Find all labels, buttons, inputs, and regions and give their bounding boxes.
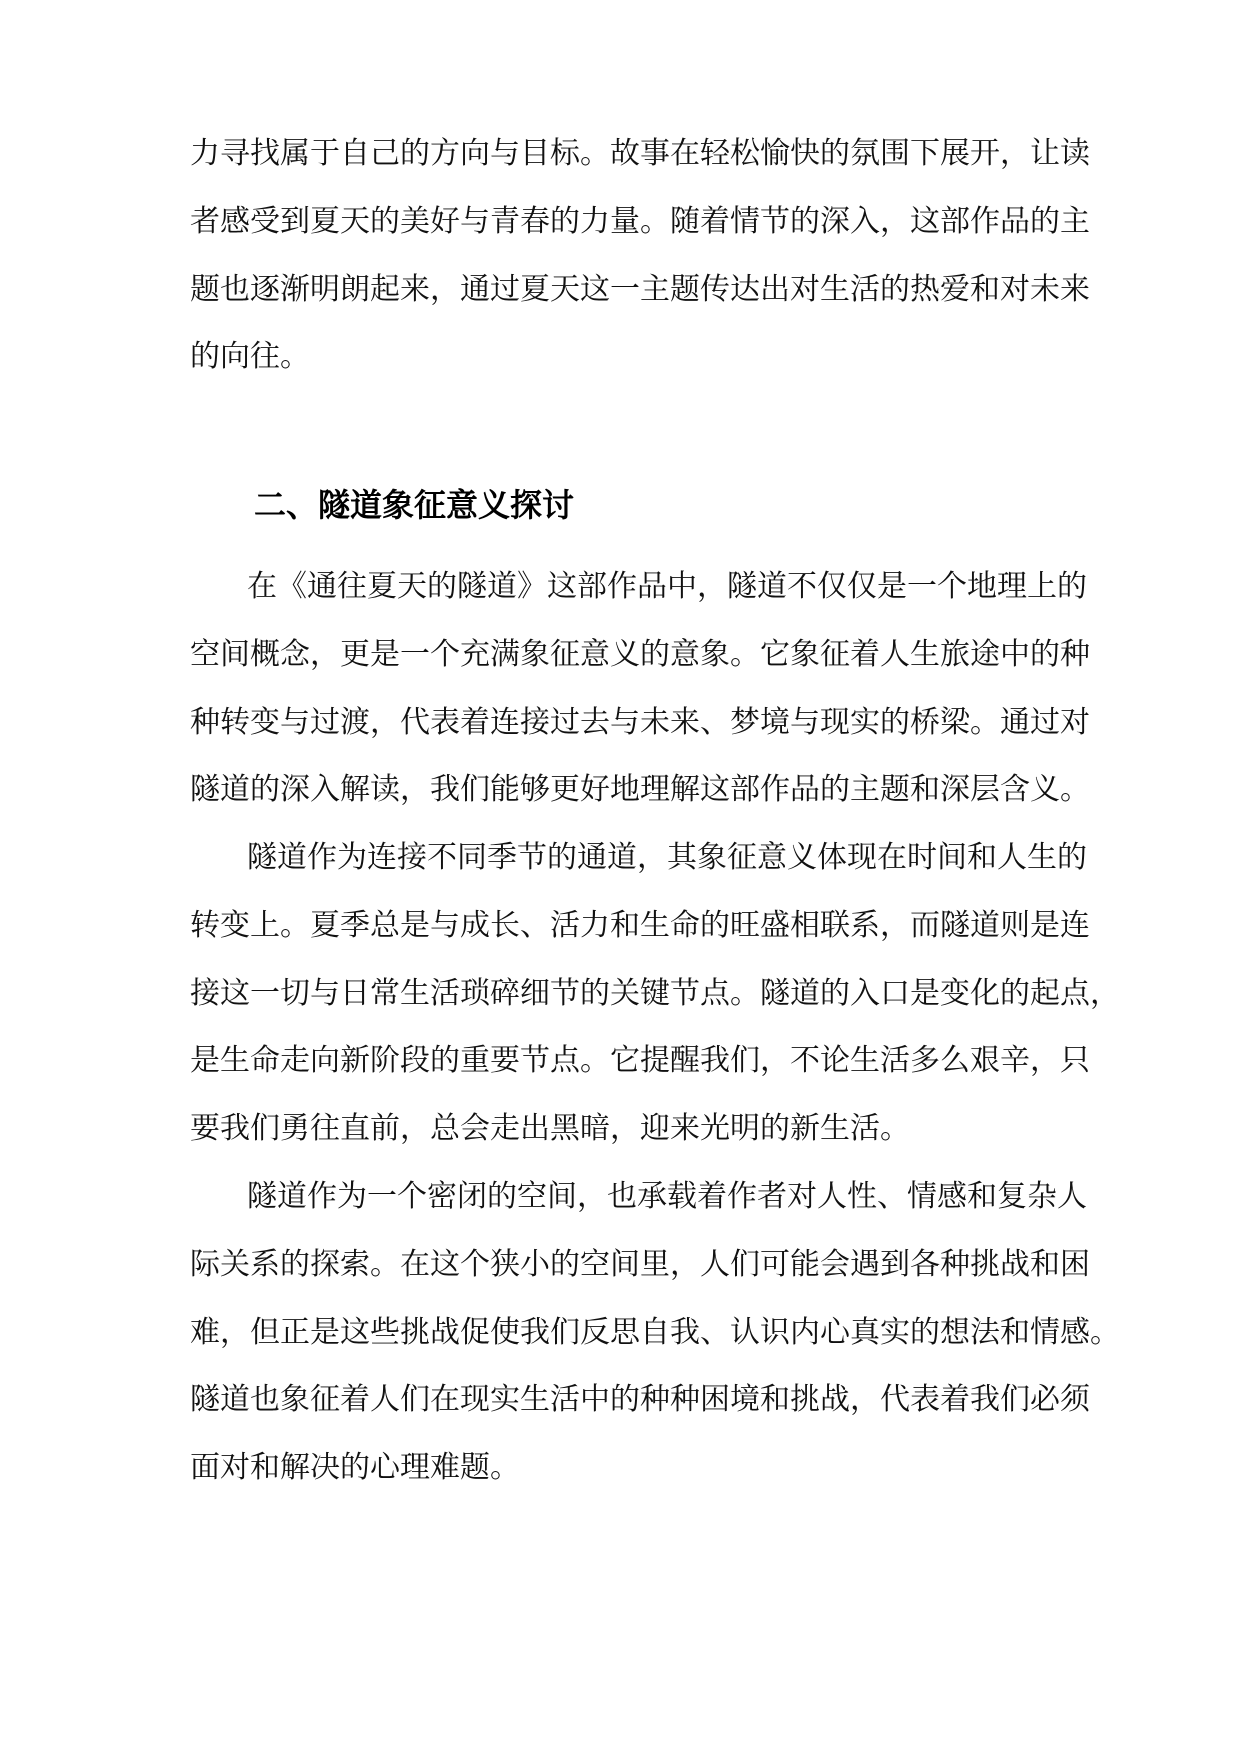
paragraph-4-line-5: 面对和解决的心理难题。: [190, 1450, 520, 1485]
paragraph-3-line-3: 接这一切与日常生活琐碎细节的关键节点。隧道的入口是变化的起点，: [190, 976, 1120, 1011]
paragraph-2-line-4: 隧道的深入解读，我们能够更好地理解这部作品的主题和深层含义。: [190, 772, 1090, 807]
paragraph-3-line-1: 隧道作为连接不同季节的通道，其象征意义体现在时间和人生的: [247, 840, 1087, 875]
paragraph-1-line-1: 力寻找属于自己的方向与目标。故事在轻松愉快的氛围下展开，让读: [190, 136, 1090, 171]
paragraph-4-line-4: 隧道也象征着人们在现实生活中的种种困境和挑战，代表着我们必须: [190, 1382, 1090, 1417]
paragraph-3-line-4: 是生命走向新阶段的重要节点。它提醒我们，不论生活多么艰辛，只: [190, 1043, 1090, 1078]
paragraph-1-line-3: 题也逐渐明朗起来，通过夏天这一主题传达出对生活的热爱和对未来: [190, 272, 1090, 307]
section-heading: 二、隧道象征意义探讨: [254, 486, 575, 524]
paragraph-4-line-1: 隧道作为一个密闭的空间，也承载着作者对人性、情感和复杂人: [247, 1179, 1087, 1214]
paragraph-4-line-2: 际关系的探索。在这个狭小的空间里，人们可能会遇到各种挑战和困: [190, 1247, 1090, 1282]
paragraph-2-line-1: 在《通往夏天的隧道》这部作品中，隧道不仅仅是一个地理上的: [247, 569, 1087, 604]
paragraph-2-line-2: 空间概念，更是一个充满象征意义的意象。它象征着人生旅途中的种: [190, 637, 1090, 672]
paragraph-4-line-3: 难，但正是这些挑战促使我们反思自我、认识内心真实的想法和情感。: [190, 1315, 1120, 1350]
paragraph-1-line-2: 者感受到夏天的美好与青春的力量。随着情节的深入，这部作品的主: [190, 204, 1090, 239]
paragraph-1-line-4: 的向往。: [190, 339, 310, 374]
paragraph-3-line-2: 转变上。夏季总是与成长、活力和生命的旺盛相联系，而隧道则是连: [190, 908, 1090, 943]
paragraph-3-line-5: 要我们勇往直前，总会走出黑暗，迎来光明的新生活。: [190, 1111, 910, 1146]
paragraph-2-line-3: 种转变与过渡，代表着连接过去与未来、梦境与现实的桥梁。通过对: [190, 705, 1090, 740]
